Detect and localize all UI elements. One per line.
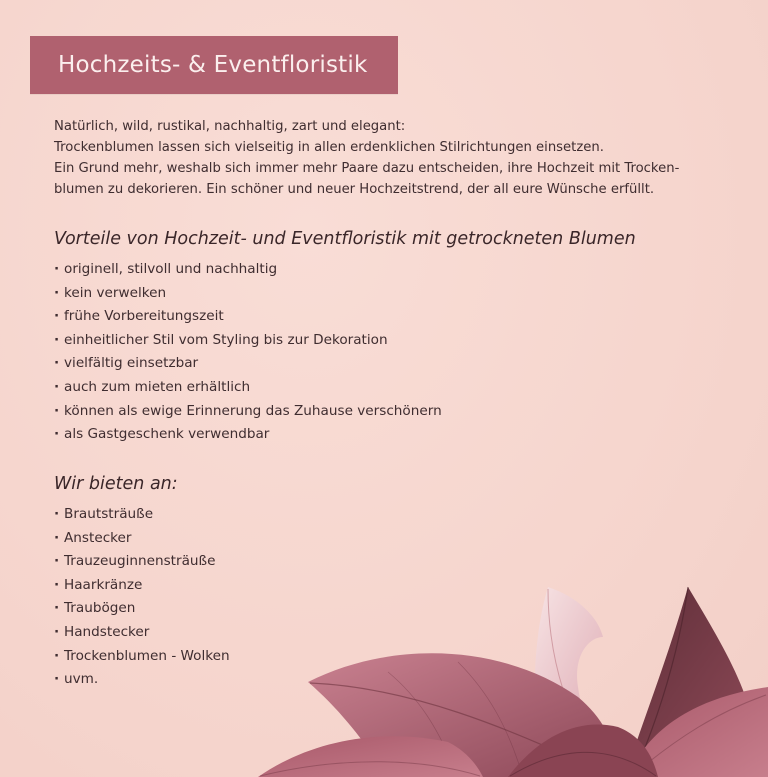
list-item: · frühe Vorbereitungszeit	[54, 305, 442, 329]
intro-text	[54, 116, 714, 200]
list-item: · vielfältig einsetzbar	[54, 352, 442, 376]
offer-list	[54, 503, 230, 692]
list-item: · uvm.	[54, 668, 230, 692]
list-item: · Haarkränze	[54, 574, 230, 598]
page-title: Hochzeits- & Eventfloristik	[58, 52, 368, 78]
intro-line: Trockenblumen lassen sich vielseitig in allen erdenklichen Stilrichtungen einsetzen.	[54, 140, 604, 155]
list-item: · originell, stilvoll und nachhaltig	[54, 258, 442, 282]
advantages-list	[54, 258, 442, 447]
intro-line: blumen zu dekorieren. Ein schöner und neuer Hochzeitstrend, der all eure Wünsche erfüllt.	[54, 182, 655, 197]
list-item: · Brautsträuße	[54, 503, 230, 527]
list-item: · als Gastgeschenk verwendbar	[54, 423, 442, 447]
list-item: · Trauzeuginnensträuße	[54, 550, 230, 574]
list-item: · können als ewige Erinnerung das Zuhause verschönern	[54, 400, 442, 424]
list-item: · Handstecker	[54, 621, 230, 645]
offer-heading: Wir bieten an:	[54, 474, 178, 494]
list-item: · auch zum mieten erhältlich	[54, 376, 442, 400]
list-item: · Anstecker	[54, 527, 230, 551]
intro-line: Ein Grund mehr, weshalb sich immer mehr Paare dazu entscheiden, ihre Hochzeit mit Trocken-	[54, 161, 680, 176]
intro-line: Natürlich, wild, rustikal, nachhaltig, zart und elegant:	[54, 119, 406, 134]
list-item: · kein verwelken	[54, 282, 442, 306]
advantages-heading: Vorteile von Hochzeit- und Eventfloristik mit getrockneten Blumen	[54, 229, 636, 249]
list-item: · Trockenblumen - Wolken	[54, 645, 230, 669]
title-banner	[30, 36, 398, 94]
dried-leaves-illustration	[248, 577, 768, 777]
list-item: · Traubögen	[54, 597, 230, 621]
list-item: · einheitlicher Stil vom Styling bis zur Dekoration	[54, 329, 442, 353]
